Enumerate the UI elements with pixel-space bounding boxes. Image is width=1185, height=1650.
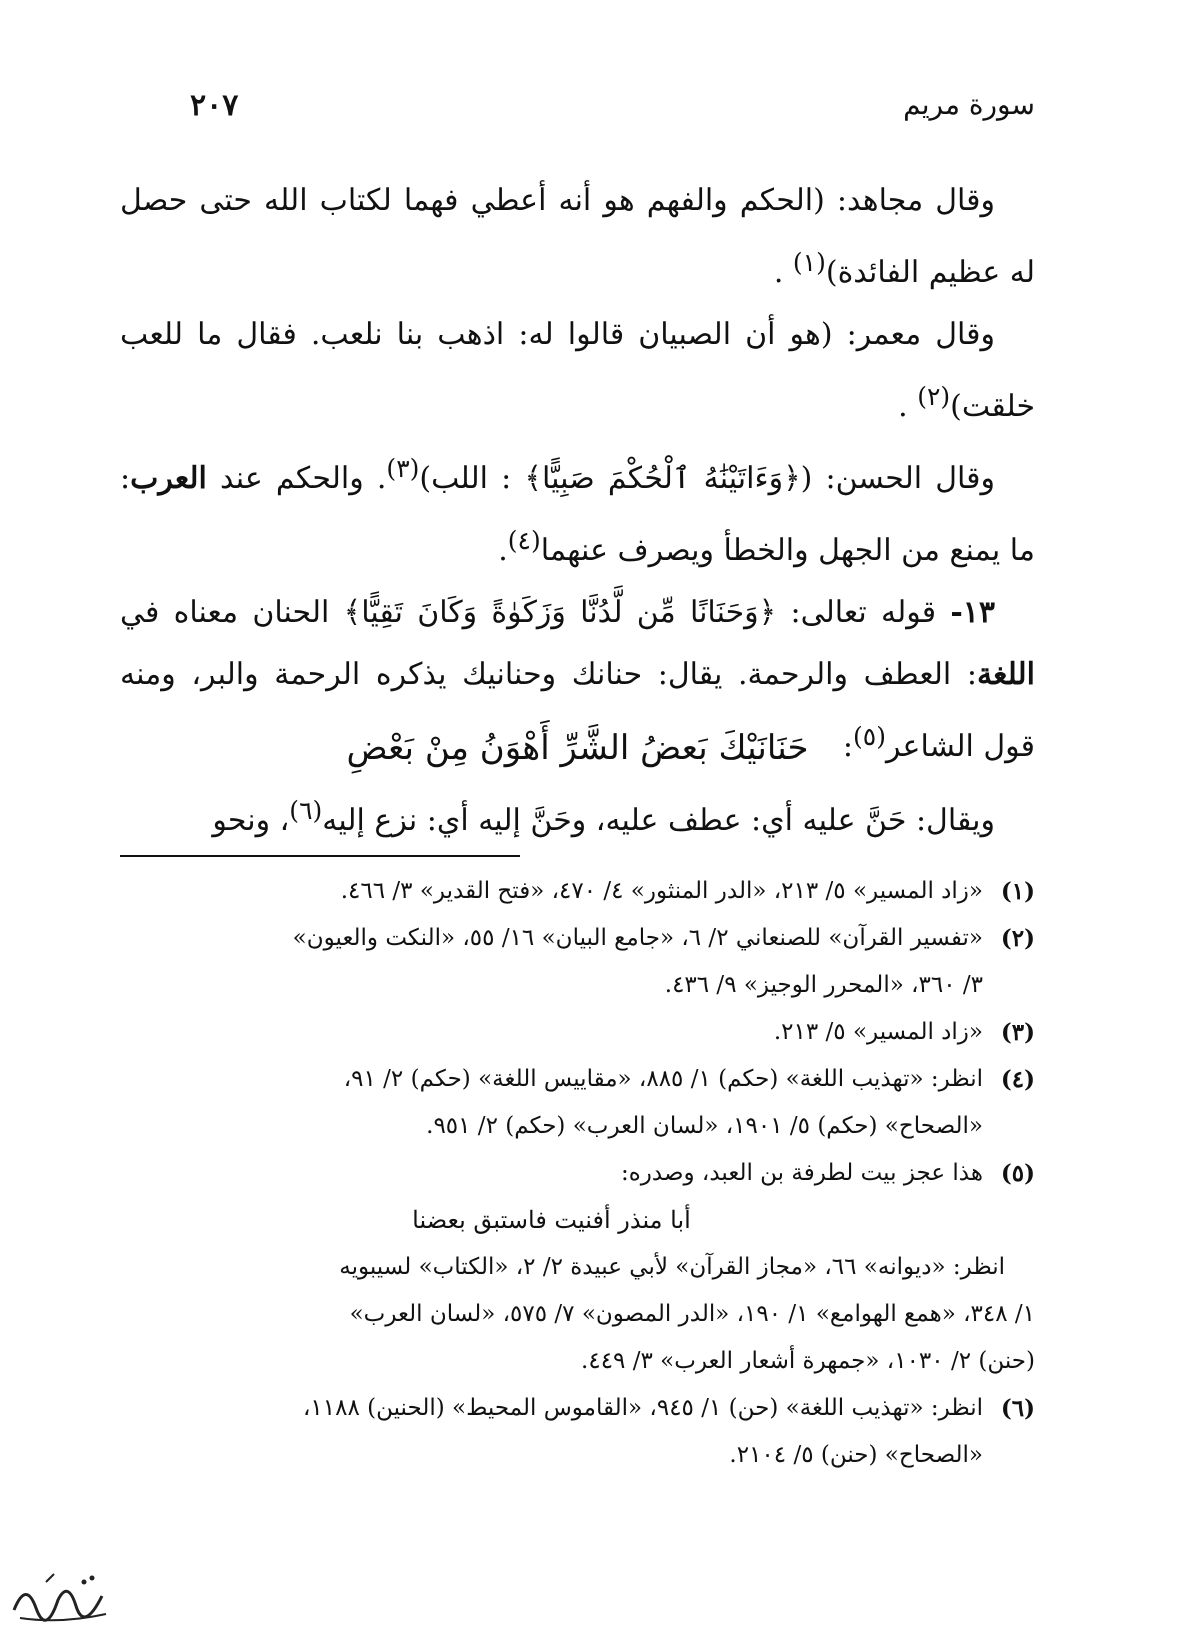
- verse-number: ١٣-: [950, 595, 995, 630]
- surah-title: سورة مريم: [903, 88, 1035, 121]
- footnote-5: (٥) هذا عجز بيت لطرفة بن العبد، وصدره:: [621, 1160, 1035, 1187]
- footnote-6-continuation: «الصحاح» (حنن) ٥/ ٢١٠٤.: [729, 1442, 983, 1468]
- footnote-3: (٣) «زاد المسير» ٥/ ٢١٣.: [773, 1019, 1035, 1046]
- footnote-ref-4[interactable]: (٤): [507, 526, 541, 555]
- paragraph-muammar: وقال معمر: (هو أن الصبيان قالوا له: اذهب بنا نلعب. فقال ما للعب خلقت)$^{(٢)}$ .: [120, 317, 1035, 424]
- quran-quote: ﴿وَحَنَانًا مِّن لَّدُنَّا وَزَكَوٰةً وَكَانَ تَقِيًّا﴾: [343, 595, 777, 630]
- footnote-5-verse: أبا منذر أفنيت فاستبق بعضنا: [412, 1206, 691, 1234]
- footnote-divider: [120, 855, 520, 857]
- footnote-ref-5[interactable]: (٥): [853, 722, 886, 751]
- paragraph-continuation: ويقال: حَنَّ عليه أي: عطف عليه، وحَنَّ إليه أي: نزع إليه$^{(٦)}$، ونحو: [212, 796, 995, 838]
- paragraph-verse-13: ١٣- قوله تعالى: ﴿وَحَنَانًا مِّن لَّدُنَّا وَزَكَوٰةً وَكَانَ تَقِيًّا﴾ الحنان معناه في اللغة: العطف والرحمة. يقال: حنانك وحنانيك يذكره الرحمة والبر، ومنه قول الشاعر$^{(٥)}$:: [120, 595, 1035, 764]
- footnote-2-continuation: ٣/ ٣٦٠، «المحرر الوجيز» ٩/ ٤٣٦.: [664, 972, 983, 998]
- footnote-ref-1[interactable]: (١): [792, 248, 826, 277]
- footnote-4-continuation: «الصحاح» (حكم) ٥/ ١٩٠١، «لسان العرب» (حكم) ٢/ ٩٥١.: [426, 1113, 983, 1139]
- quran-quote: ﴿وَءَاتَيْنَٰهُ ٱلْحُكْمَ صَبِيًّا﴾: [524, 461, 801, 496]
- footnote-4: (٤) انظر: «تهذيب اللغة» (حكم) ١/ ٨٨٥، «مقاييس اللغة» (حكم) ٢/ ٩١،: [343, 1066, 1035, 1093]
- footnote-ref-2[interactable]: (٢): [917, 382, 951, 411]
- footnote-1: (١) «زاد المسير» ٥/ ٢١٣، «الدر المنثور» ٤/ ٤٧٠، «فتح القدير» ٣/ ٤٦٦.: [340, 878, 1035, 905]
- footnote-5-sources-3: (حنن) ٢/ ١٠٣٠، «جمهرة أشعار العرب» ٣/ ٤٤٩.: [581, 1348, 1035, 1374]
- footnote-ref-6[interactable]: (٦): [289, 796, 323, 825]
- publisher-logo-icon: [6, 1560, 116, 1630]
- footnotes: [120, 868, 1035, 1479]
- paragraph-hasan: وقال الحسن: (﴿وَءَاتَيْنَٰهُ ٱلْحُكْمَ صَبِيًّا﴾ : اللب)$^{(٣)}$. والحكم عند العرب: ما يمنع من الجهل والخطأ ويصرف عنهما$^{(٤)}$.: [120, 454, 1035, 568]
- footnote-5-sources: انظر: «ديوانه» ٦٦، «مجاز القرآن» لأبي عبيدة ٢/ ٢، «الكتاب» لسيبويه: [339, 1254, 1005, 1280]
- footnote-5-sources-2: ١/ ٣٤٨، «همع الهوامع» ١/ ١٩٠، «الدر المصون» ٧/ ٥٧٥، «لسان العرب»: [349, 1301, 1035, 1327]
- paragraph-mujahid: وقال مجاهد: (الحكم والفهم هو أنه أعطي فهما لكتاب الله حتى حصل له عظيم الفائدة)$^{(١)}$ .: [120, 183, 1035, 290]
- footnote-6: (٦) انظر: «تهذيب اللغة» (حن) ١/ ٩٤٥، «القاموس المحيط» (الحنين) ١١٨٨،: [302, 1395, 1035, 1422]
- poetry-verse: حَنَانَيْكَ بَعضُ الشَّرِّ أَهْوَنُ مِنْ بَعْضِ: [346, 728, 809, 768]
- page-number: ٢٠٧: [190, 88, 239, 123]
- footnote-ref-3[interactable]: (٣): [386, 454, 420, 483]
- page-header: [180, 88, 1035, 128]
- footnote-2: (٢) «تفسير القرآن» للصنعاني ٢/ ٦، «جامع البيان» ١٦/ ٥٥، «النكت والعيون»: [292, 925, 1035, 952]
- main-text: [120, 170, 1035, 778]
